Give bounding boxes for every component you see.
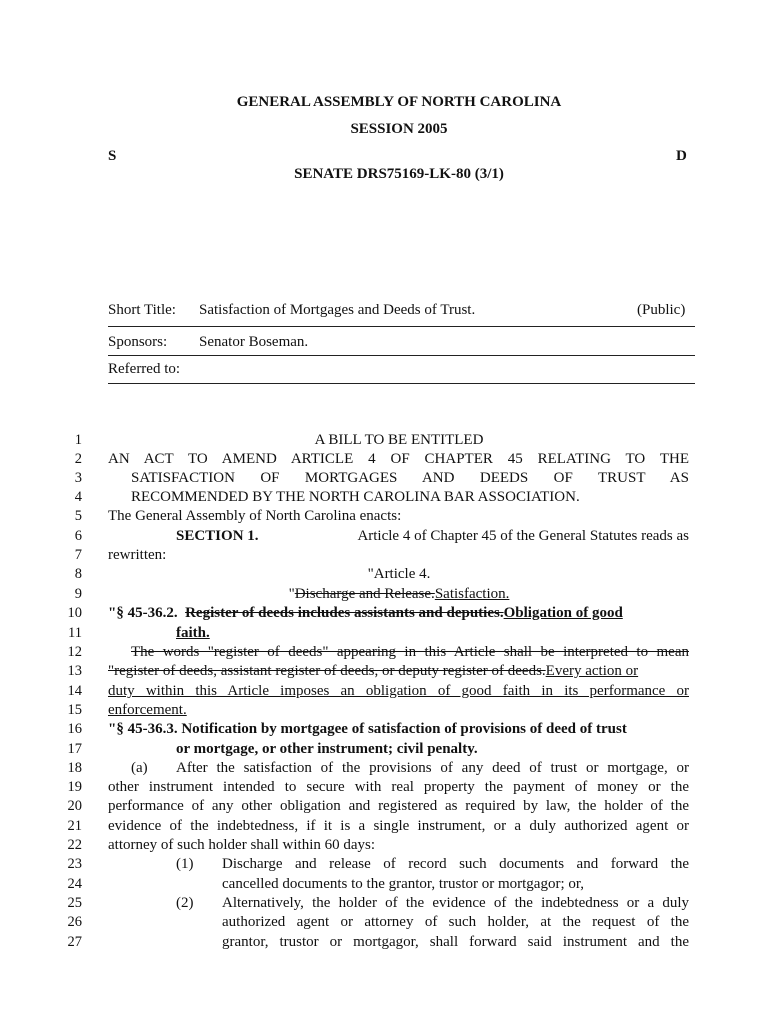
section-prefix: "§ 45-36.2.: [108, 605, 178, 621]
line-number: 4: [74, 489, 82, 505]
line-number: 23: [67, 856, 82, 872]
inserted-text: duty within this Article imposes an obligation of good faith in its performance or: [108, 683, 689, 699]
act-title-line: AN ACT TO AMEND ARTICLE 4 OF CHAPTER 45 RELATING TO THE: [108, 451, 689, 467]
section-heading-line: [108, 605, 689, 622]
line-number: 8: [74, 566, 82, 582]
inserted-text: faith.: [176, 625, 210, 641]
quote-mark: ": [288, 586, 295, 602]
act-title-line: SATISFACTION OF MORTGAGES AND DEEDS OF TRUST AS: [131, 470, 689, 486]
divider: [108, 355, 695, 356]
line-number: 12: [67, 644, 82, 660]
line-number: 2: [74, 451, 82, 467]
draft-letter-right: D: [676, 148, 687, 164]
line-number: 5: [74, 508, 82, 524]
line-number: 18: [67, 760, 82, 776]
line-number: 14: [67, 683, 82, 699]
item-text: grantor, trustor or mortgagor, shall forward said instrument and the: [222, 934, 689, 950]
line-number: 7: [74, 547, 82, 563]
act-title-line: RECOMMENDED BY THE NORTH CAROLINA BAR ASSOCIATION.: [131, 489, 580, 505]
article-heading: "Article 4.: [367, 566, 431, 582]
line-number: 9: [74, 586, 82, 602]
bill-heading: A BILL TO BE ENTITLED: [314, 432, 484, 448]
item-text: authorized agent or attorney of such holder, at the request of the: [222, 914, 689, 930]
section-heading-line: or mortgage, or other instrument; civil penalty.: [176, 741, 478, 757]
body-line: attorney of such holder shall within 60 days:: [108, 837, 376, 853]
deleted-text: The words "register of deeds" appearing in this Article shall be interpreted to mean: [131, 644, 689, 660]
deleted-text: "register of deeds, assistant register of deeds, or deputy register of deeds.: [108, 663, 546, 679]
deleted-text: Discharge and Release.: [294, 586, 435, 602]
section-line: [176, 528, 689, 545]
assembly-title: GENERAL ASSEMBLY OF NORTH CAROLINA: [236, 94, 562, 110]
line-number: 16: [67, 721, 82, 737]
line-number: 21: [67, 818, 82, 834]
item-label: (2): [176, 895, 194, 911]
section-heading-line: [176, 625, 757, 642]
line-number: 10: [67, 605, 82, 621]
line-number: 25: [67, 895, 82, 911]
chamber-letter-left: S: [108, 148, 117, 164]
line-number: 22: [67, 837, 82, 853]
inserted-text: enforcement.: [108, 702, 187, 718]
referred-label: Referred to:: [108, 361, 181, 377]
body-line: rewritten:: [108, 547, 167, 563]
divider: [108, 326, 695, 327]
article-name-line: [108, 586, 690, 603]
section-number: SECTION 1.: [176, 528, 259, 544]
divider: [108, 383, 695, 384]
line-number: 20: [67, 798, 82, 814]
inserted-text: Every action or: [545, 663, 639, 679]
item-text: Alternatively, the holder of the evidence of the indebtedness or a duly: [222, 895, 689, 911]
sponsors-label: Sponsors:: [108, 334, 168, 350]
short-title-value: Satisfaction of Mortgages and Deeds of Trust.: [199, 302, 476, 318]
section-heading-line: "§ 45-36.3. Notification by mortgagee of satisfaction of provisions of deed of trust: [108, 721, 627, 737]
body-line: [108, 663, 689, 680]
line-number: 13: [67, 663, 82, 679]
item-text: cancelled documents to the grantor, trustor or mortgagor; or,: [222, 876, 585, 892]
body-line: After the satisfaction of the provisions of any deed of trust or mortgage, or: [176, 760, 689, 776]
section-text: Article 4 of Chapter 45 of the General Statutes reads as: [357, 528, 689, 544]
line-number: 27: [67, 934, 82, 950]
line-number: 19: [67, 779, 82, 795]
enacting-clause: The General Assembly of North Carolina enacts:: [108, 508, 402, 524]
line-number: 24: [67, 876, 82, 892]
line-number: 26: [67, 914, 82, 930]
inserted-text: Satisfaction.: [434, 586, 510, 602]
line-number: 17: [67, 741, 82, 757]
subsection-label: (a): [131, 760, 148, 776]
body-line: evidence of the indebtedness, if it is a single instrument, or a duly authorized agent or: [108, 818, 689, 834]
line-number: 1: [74, 432, 82, 448]
item-text: Discharge and release of record such documents and forward the: [222, 856, 689, 872]
line-number: 11: [68, 625, 82, 641]
line-number: 15: [67, 702, 82, 718]
line-number: 3: [74, 470, 82, 486]
line-number: 6: [74, 528, 82, 544]
bill-identifier: SENATE DRS75169-LK-80 (3/1): [294, 166, 504, 182]
session-title: SESSION 2005: [350, 121, 448, 137]
short-title-label: Short Title:: [108, 302, 176, 318]
body-line: performance of any other obligation and registered as required by law, the holder of the: [108, 798, 689, 814]
public-tag: (Public): [637, 302, 686, 318]
deleted-text: Register of deeds includes assistants and deputies.: [185, 605, 504, 621]
inserted-text: Obligation of good: [503, 605, 623, 621]
item-label: (1): [176, 856, 194, 872]
body-line: other instrument intended to secure with real property the payment of money or the: [108, 779, 689, 795]
sponsors-value: Senator Boseman.: [199, 334, 309, 350]
